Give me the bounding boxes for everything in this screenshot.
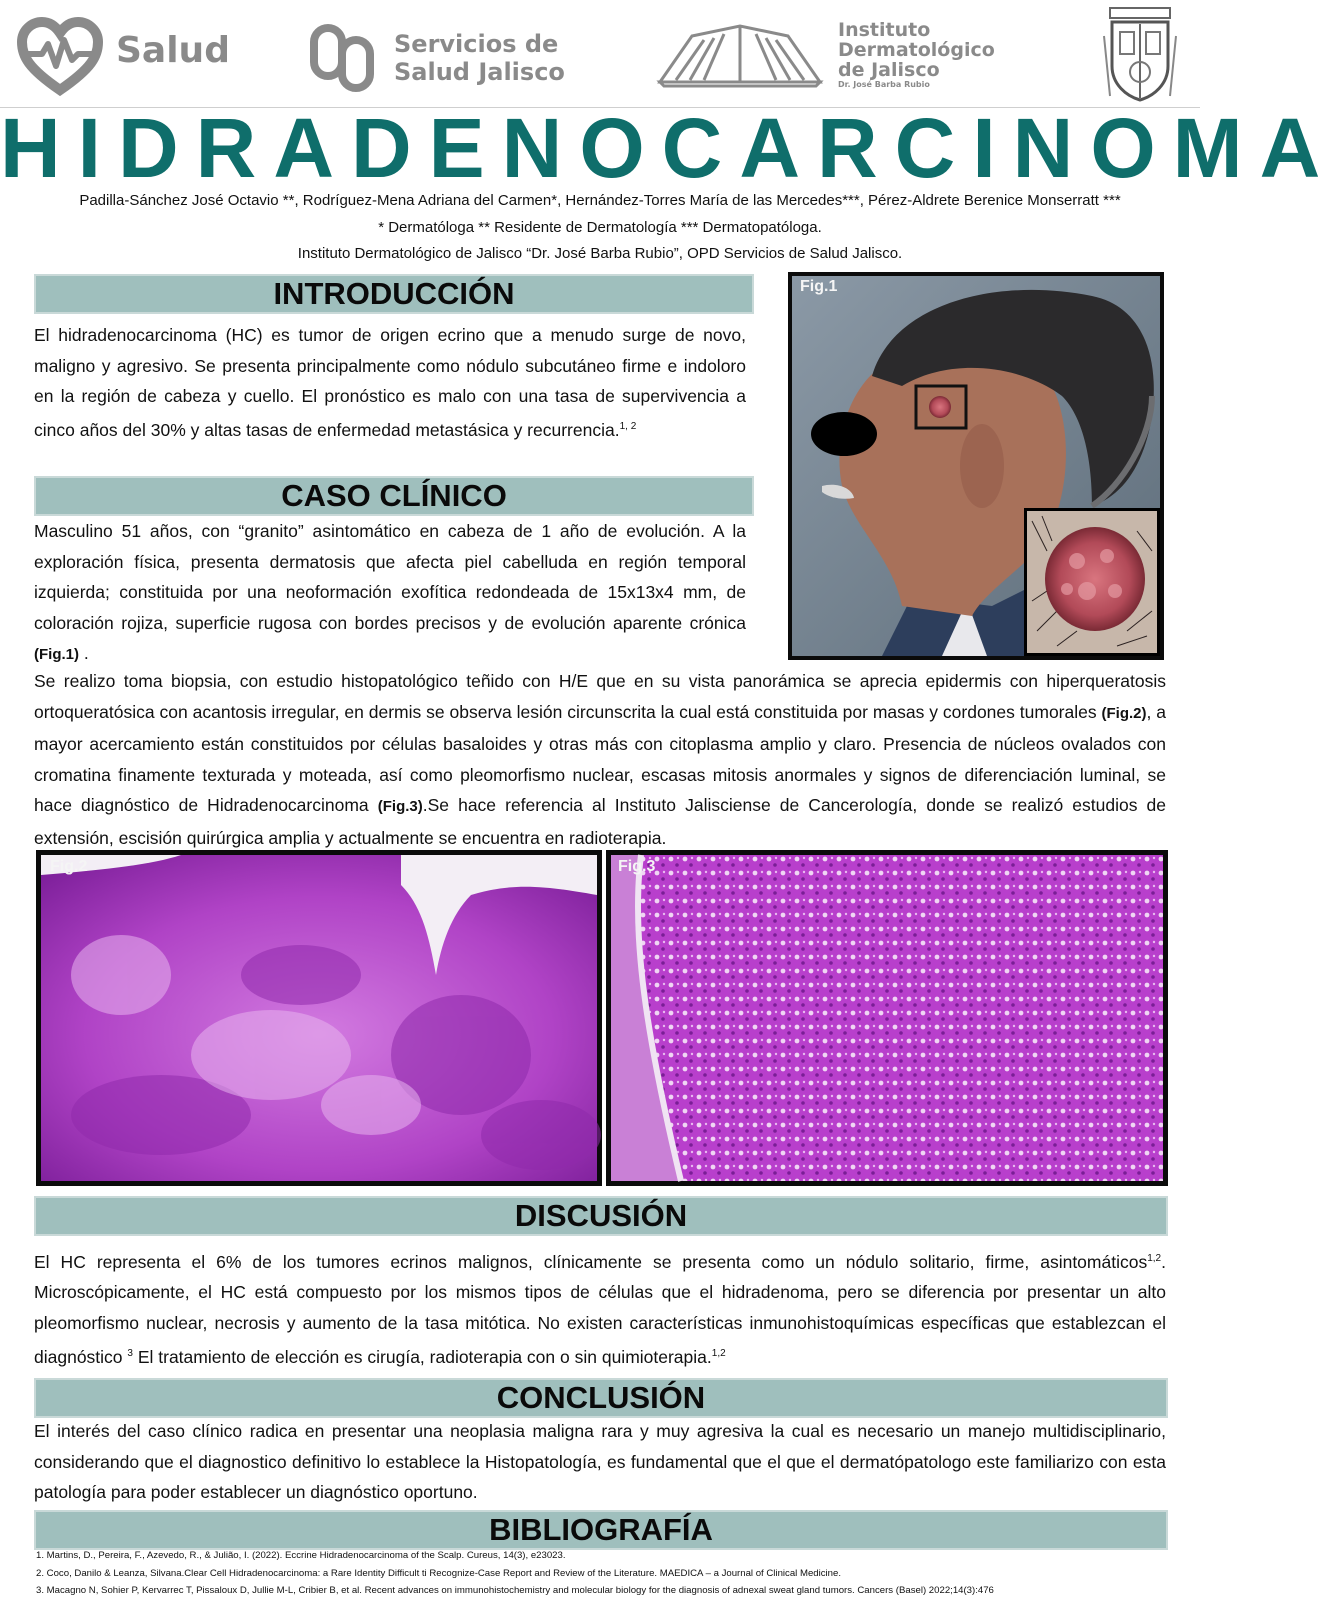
bibliography-heading: BIBLIOGRAFÍA bbox=[34, 1510, 1168, 1550]
discussion-text-3: El tratamiento de elección es cirugía, radioterapia con o sin quimioterapia. bbox=[132, 1346, 712, 1367]
bibliography-item: 2. Coco, Danilo & Leanza, Silvana.Clear Cell Hidradenocarcinoma: a Rare Identity Difficult ti Recognize-Case Report and Review of the Literature. MAEDICA – a Journal of Clinical Medicine. bbox=[36, 1568, 842, 1579]
intro-heading: INTRODUCCIÓN bbox=[34, 274, 754, 314]
case-text: Masculino 51 años, con “granito” asintomático en cabeza de 1 año de evolución. A la exploración física, presenta dermatosis que afecta piel cabelluda en región temporal izquierda; constituida por una neoformación exofítica redondeada de 15x13x4 mm, de coloración rojiza, superficie rugosa con bordes precisos y de evolución aparente crónica bbox=[34, 521, 746, 633]
bibliography-item: 1. Martins, D., Pereira, F., Azevedo, R., & Julião, I. (2022). Eccrine Hidradenocarcinoma of the Scalp. Cureus, 14(3), e23023. bbox=[36, 1550, 566, 1561]
discussion-citation-3: 1,2 bbox=[711, 1347, 726, 1359]
intro-citation: 1, 2 bbox=[619, 420, 637, 432]
institution-line: Instituto Dermatológico de Jalisco “Dr. José Barba Rubio”, OPD Servicios de Salud Jalisco. bbox=[297, 245, 903, 262]
lesion-closeup-inset bbox=[1024, 508, 1160, 656]
instituto-logo-line3: de Jalisco bbox=[838, 59, 940, 81]
case-end: . bbox=[79, 643, 89, 664]
salud-heart-icon bbox=[18, 20, 102, 94]
salud-logo-text: Salud bbox=[116, 30, 230, 71]
figure-3 bbox=[606, 850, 1168, 1186]
fig1-label: Fig.1 bbox=[800, 278, 838, 295]
intro-paragraph bbox=[34, 320, 746, 445]
biopsy-fig3-ref: (Fig.3) bbox=[377, 798, 423, 816]
servicios-logo-line2: Salud Jalisco bbox=[394, 58, 565, 86]
biopsy-fig2-ref: (Fig.2) bbox=[1101, 704, 1147, 722]
biopsy-text-3: .Se hace referencia al Instituto Jalisciense de Cancerología, donde se realizó estudios de extensión, escisión quirúrgica amplia y actualmente se encuentra en radioterapia. bbox=[34, 795, 1166, 848]
histology-panoramic-image bbox=[41, 855, 597, 1181]
fig2-label: Fig.2 bbox=[50, 858, 88, 875]
conclusion-paragraph: El interés del caso clínico radica en presentar una neoplasia maligna rara y muy agresiva la cual es necesario un manejo multidisciplinario, considerando que el diagnostico definitivo lo establece la Histopatología, es fundamental que el que el dermatópatologo este familiarizo con esta patología para poder establecer un diagnóstico oportuno. bbox=[34, 1421, 1166, 1503]
histology-closeup-image bbox=[611, 855, 1163, 1181]
bibliography-item: 3. Macagno N, Sohier P, Kervarrec T, Pissaloux D, Jullie M-L, Cribier B, et al. Recent advances on immunohistochemistry and molecular biology for the diagnosis of adnexal sweat gland tumors. Cancers (Basel) 2022;14(3):476 bbox=[36, 1585, 994, 1596]
instituto-logo-line4: Dr. José Barba Rubio bbox=[838, 80, 930, 89]
instituto-book-icon bbox=[656, 22, 824, 88]
discussion-heading: DISCUSIÓN bbox=[34, 1196, 1168, 1236]
discussion-text-2: . Microscópicamente, el HC está compuesto por los mismos tipos de células que el hidradenoma, pero se diferencia por presentar un alto pleomorfismo nuclear, necrosis y aumento de la tasa mitótica. No existen características inmunohistoquímicas específicas que establezcan el diagnóstico bbox=[34, 1251, 1166, 1367]
servicios-logo-icon bbox=[306, 22, 378, 94]
discussion-paragraph bbox=[34, 1244, 1166, 1372]
intro-text: El hidradenocarcinoma (HC) es tumor de origen ecrino que a menudo surge de novo, maligno y agresivo. Se presenta principalmente como nódulo subcutáneo firme e indoloro en la región de cabeza y cuello. El pronóstico es malo con una tasa de supervivencia a cinco años del 30% y altas tasas de enfermedad metastásica y recurrencia. bbox=[34, 325, 746, 440]
biopsy-text-2: , a mayor acercamiento están constituidos por células basaloides y otras más con citoplasma amplio y claro. Presencia de núcleos ovalados con cromatina finamente texturada y moteada, así como pleomorfismo nuclear, escasas mitosis anormales y signos de diferenciación luminal, se hace diagnóstico de Hidradenocarcinoma bbox=[34, 701, 1166, 816]
case-paragraph bbox=[34, 516, 746, 671]
discussion-citation-1: 1,2 bbox=[1147, 1253, 1162, 1264]
case-heading: CASO CLÍNICO bbox=[34, 476, 754, 516]
figure-1 bbox=[788, 272, 1164, 660]
biopsy-paragraph bbox=[34, 666, 1166, 854]
poster-title: HIDRADENOCARCINOMA bbox=[0, 101, 1337, 195]
header bbox=[0, 0, 1200, 107]
figure-2 bbox=[36, 850, 602, 1186]
instituto-logo-line2: Dermatológico bbox=[838, 39, 995, 61]
discussion-citation-2: 3 bbox=[127, 1347, 133, 1359]
discussion-text-1: El HC representa el 6% de los tumores ecrinos malignos, clínicamente se presenta como un nódulo solitario, firme, asintomáticos bbox=[34, 1251, 1148, 1272]
servicios-logo-line1: Servicios de bbox=[394, 30, 559, 58]
jalisco-coat-of-arms-icon bbox=[1102, 6, 1178, 102]
conclusion-heading: CONCLUSIÓN bbox=[34, 1378, 1168, 1418]
authors-line: Padilla-Sánchez José Octavio **, Rodríguez-Mena Adriana del Carmen*, Hernández-Torres María de las Mercedes***, Pérez-Aldrete Berenice Monserratt *** bbox=[79, 192, 1121, 209]
roles-line: * Dermatóloga ** Residente de Dermatología *** Dermatopatóloga. bbox=[378, 219, 822, 236]
instituto-logo-line1: Instituto bbox=[838, 19, 931, 41]
case-fig-ref: (Fig.1) bbox=[34, 646, 79, 664]
fig3-label: Fig.3 bbox=[618, 858, 656, 875]
biopsy-text-1: Se realizo toma biopsia, con estudio histopatológico teñido con H/E que en su vista panorámica se aprecia epidermis con hiperqueratosis ortoqueratósica con acantosis irregular, en dermis se observa lesión circunscrita la cual está constituida por masas y cordones tumorales bbox=[34, 671, 1166, 722]
